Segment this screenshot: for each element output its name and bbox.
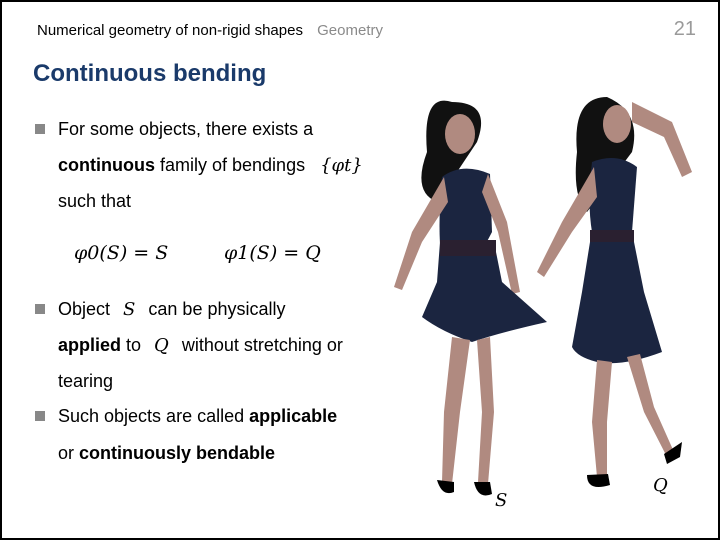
bullet-marker (35, 304, 45, 314)
slide-title: Continuous bending (33, 60, 267, 87)
figure-s (394, 101, 547, 496)
section-title: Geometry (317, 22, 383, 39)
bullet3-line1 (58, 406, 337, 427)
bullet1-line3: such that (58, 191, 132, 211)
page-number: 21 (673, 18, 696, 40)
bullet1-line2 (58, 155, 363, 176)
bullet1-line1: For some objects, there exists a (58, 119, 314, 139)
symbol-s: S (123, 299, 136, 320)
label-q: Q (653, 475, 668, 496)
bullet1-line2-rest: family of bendings (155, 155, 306, 175)
bold-continuous: continuous (58, 155, 155, 175)
bullet3-line2 (58, 443, 275, 464)
word-to: to (121, 335, 142, 355)
bullet-marker (35, 411, 45, 421)
math-family: {φt} (320, 155, 363, 176)
bullet2-line1 (58, 299, 285, 320)
word-object: Object (58, 299, 111, 319)
bullet2-line2 (58, 335, 343, 356)
slide-header (37, 22, 383, 39)
bold-continuously-bendable: continuously bendable (79, 443, 276, 463)
course-title: Numerical geometry of non-rigid shapes (37, 22, 303, 39)
slide (2, 2, 718, 538)
bullet2-line3: tearing (58, 371, 114, 391)
symbol-q: Q (154, 335, 169, 356)
bullet3-text1: Such objects are called (58, 406, 250, 426)
bold-applicable: applicable (249, 406, 338, 426)
word-can-be: can be physically (148, 299, 286, 319)
bold-applied: applied (58, 335, 122, 355)
equation-1: φ0(S) = S (74, 242, 169, 264)
bullet-marker (35, 124, 45, 134)
figure-illustration (382, 82, 712, 522)
figure-q (537, 97, 692, 487)
word-without: without stretching or (181, 335, 343, 355)
label-s: S (495, 490, 508, 511)
bullet3-text2: or (58, 443, 80, 463)
equation-2: φ1(S) = Q (224, 242, 321, 264)
